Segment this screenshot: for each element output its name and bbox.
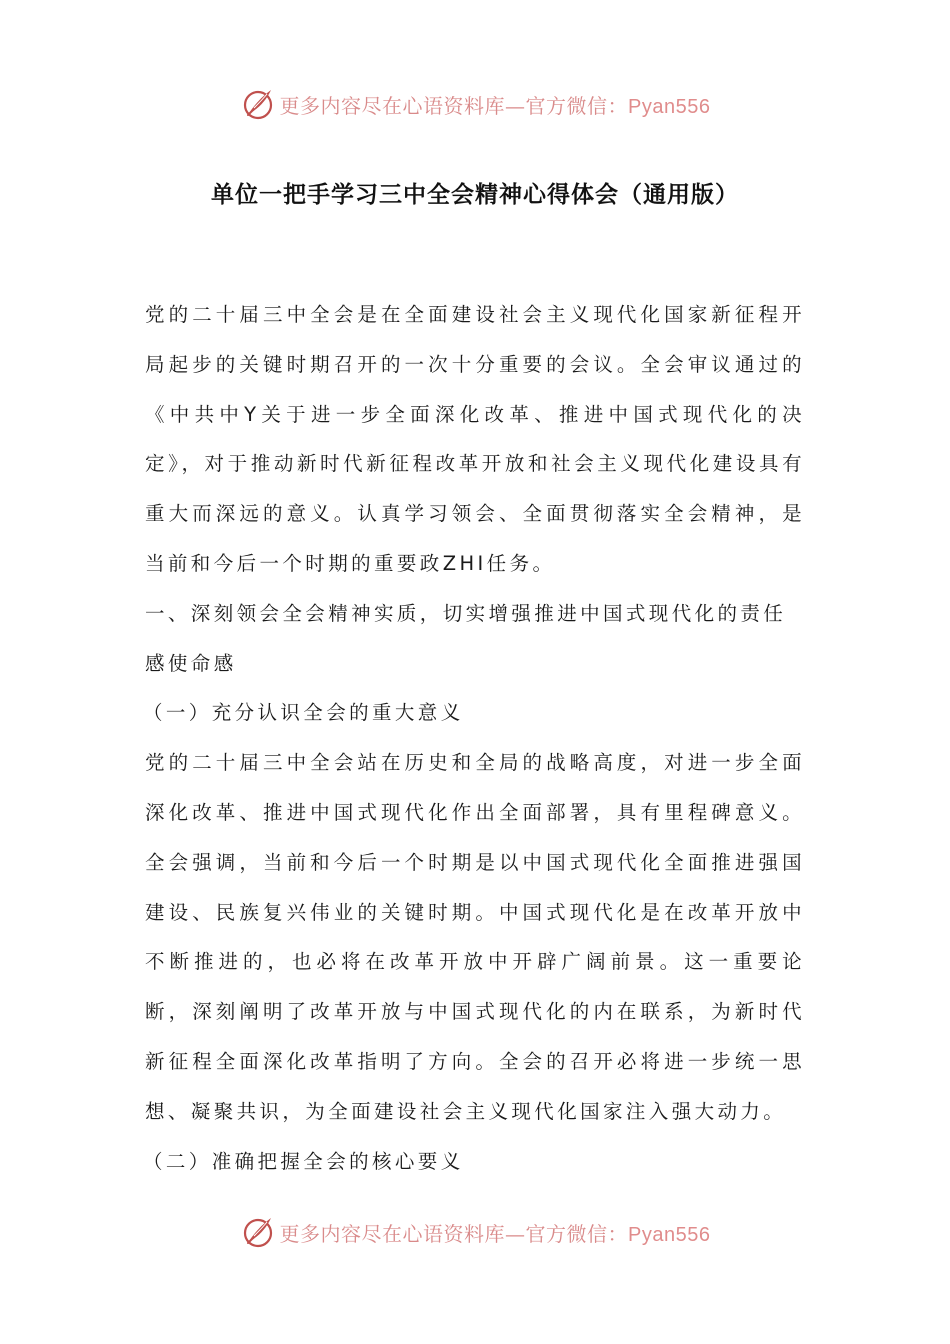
quill-pen-logo-icon [240,86,276,122]
subsection-heading-2: （二）准确把握全会的核心要义 [143,1149,464,1173]
watermark-text: 更多内容尽在心语资料库—官方微信：Pyan556 [279,93,711,118]
watermark-wechat-id: Pyan556 [628,1223,711,1246]
quill-pen-logo-icon [240,1214,276,1250]
body-paragraph-1: 党的二十届三中全会站在历史和全局的战略高度，对进一步全面深化改革、推进中国式现代化作出全面部署，具有里程碑意义。全会强调，当前和今后一个时期是以中国式现代化全面推进强国建设、民族复兴伟业的关键时期。中国式现代化是在改革开放中不断推进的，也必将在改革开放中开辟广阔前景。这一重要论断，深刻阐明了改革开放与中国式现代化的内在联系，为新时代新征程全面深化改革指明了方向。全会的召开必将进一步统一思想、凝聚共识，为全面建设社会主义现代化国家注入强大动力。 [145,751,805,1123]
section-heading-1: 一、深刻领会全会精神实质，切实增强推进中国式现代化的责任感使命感 [145,601,787,675]
subsection-heading-1: （一）充分认识全会的重大意义 [143,701,464,725]
watermark-text: 更多内容尽在心语资料库—官方微信：Pyan556 [279,1221,711,1246]
footer-watermark [0,1212,950,1252]
document-title: 单位一把手学习三中全会精神心得体会（通用版） [211,182,739,208]
header-watermark [0,84,950,124]
watermark-wechat-id: Pyan556 [628,95,711,118]
intro-paragraph: 党的二十届三中全会是在全面建设社会主义现代化国家新征程开局起步的关键时期召开的一次十分重要的会议。全会审议通过的《中共中Y关于进一步全面深化改革、推进中国式现代化的决定》，对于推动新时代新征程改革开放和社会主义现代化建设具有重大而深远的意义。认真学习领会、全面贯彻落实全会精神，是当前和今后一个时期的重要政ZHI任务。 [145,303,805,575]
document-body [145,290,805,1186]
